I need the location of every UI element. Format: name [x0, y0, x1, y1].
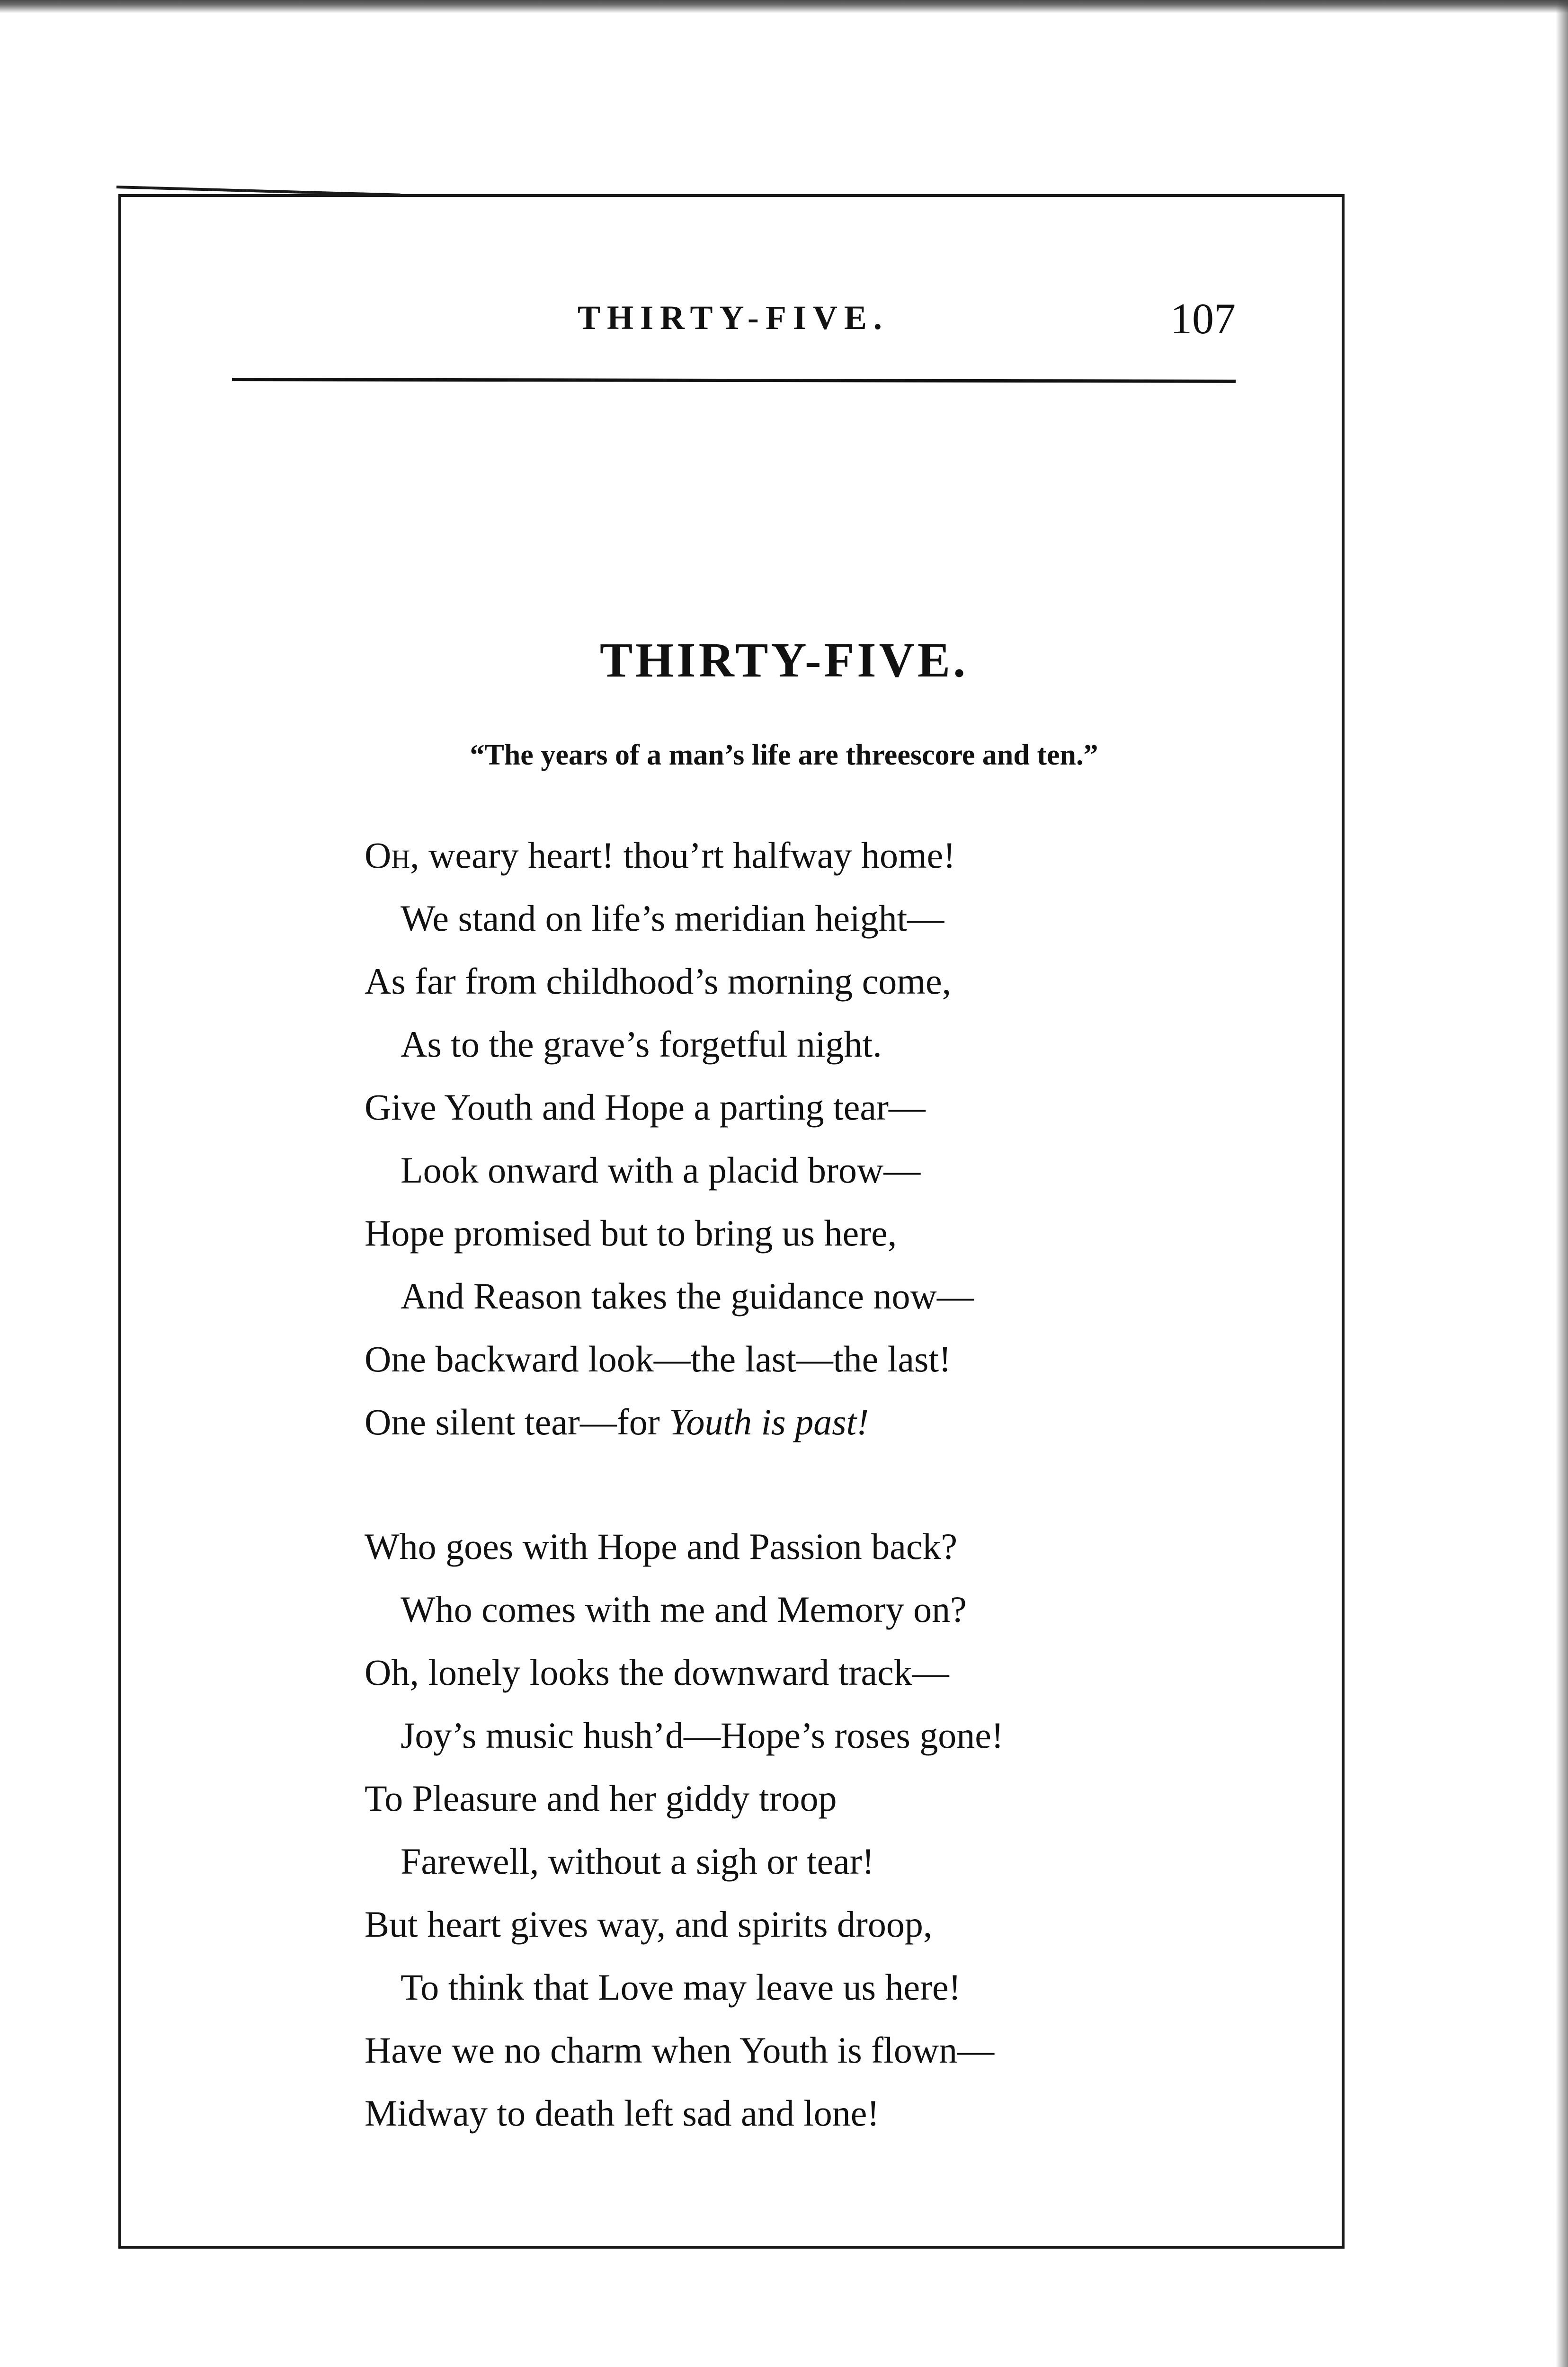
poem-line: Joy’s music hush’d—Hope’s roses gone! — [401, 1715, 1004, 1756]
line-text: One silent tear—for — [365, 1401, 669, 1442]
poem-line: Who comes with me and Memory on? — [401, 1589, 967, 1630]
poem-line — [365, 1390, 1264, 1453]
page-number: 107 — [1170, 294, 1236, 343]
poem-line: Midway to death left sad and lone! — [365, 2092, 880, 2134]
poem-line: To think that Love may leave us here! — [401, 1967, 961, 2008]
poem-line: Look onward with a placid brow— — [401, 1149, 921, 1191]
poem-title: THIRTY-FIVE. — [599, 633, 969, 687]
poem-line: Give Youth and Hope a parting tear— — [365, 1086, 926, 1128]
poem-line: As far from childhood’s morning come, — [365, 961, 952, 1002]
poem-line — [365, 824, 1264, 887]
italic-phrase: Youth is past! — [669, 1401, 869, 1442]
page-right-edge — [1556, 0, 1568, 2367]
stanza-2 — [365, 1515, 1264, 2145]
poem-line: And Reason takes the guidance now— — [401, 1275, 974, 1317]
poem-line: One backward look—the last—the last! — [365, 1338, 951, 1379]
page-top-edge — [0, 0, 1568, 13]
line-text: , weary heart! thou’rt halfway home! — [410, 835, 956, 876]
running-head — [227, 294, 1250, 350]
poem-line: Who goes with Hope and Passion back? — [365, 1526, 958, 1567]
running-head-title: THIRTY-FIVE. — [578, 299, 889, 337]
drop-word: Oh — [365, 835, 410, 876]
poem-line: Have we no charm when Youth is flown— — [365, 2029, 995, 2071]
poem-line: As to the grave’s forgetful night. — [401, 1023, 882, 1065]
poem-epigraph: “The years of a man’s life are threescore and ten.” — [470, 739, 1098, 771]
poem-line: Oh, lonely looks the downward track— — [365, 1652, 949, 1693]
poem-line: Hope promised but to bring us here, — [365, 1212, 897, 1254]
poem-line: We stand on life’s meridian height— — [401, 898, 944, 939]
poem-line: But heart gives way, and spirits droop, — [365, 1904, 933, 1945]
poem-line: Farewell, without a sigh or tear! — [401, 1841, 874, 1882]
poem-line: To Pleasure and her giddy troop — [365, 1778, 837, 1819]
stanza-1 — [365, 824, 1264, 1453]
